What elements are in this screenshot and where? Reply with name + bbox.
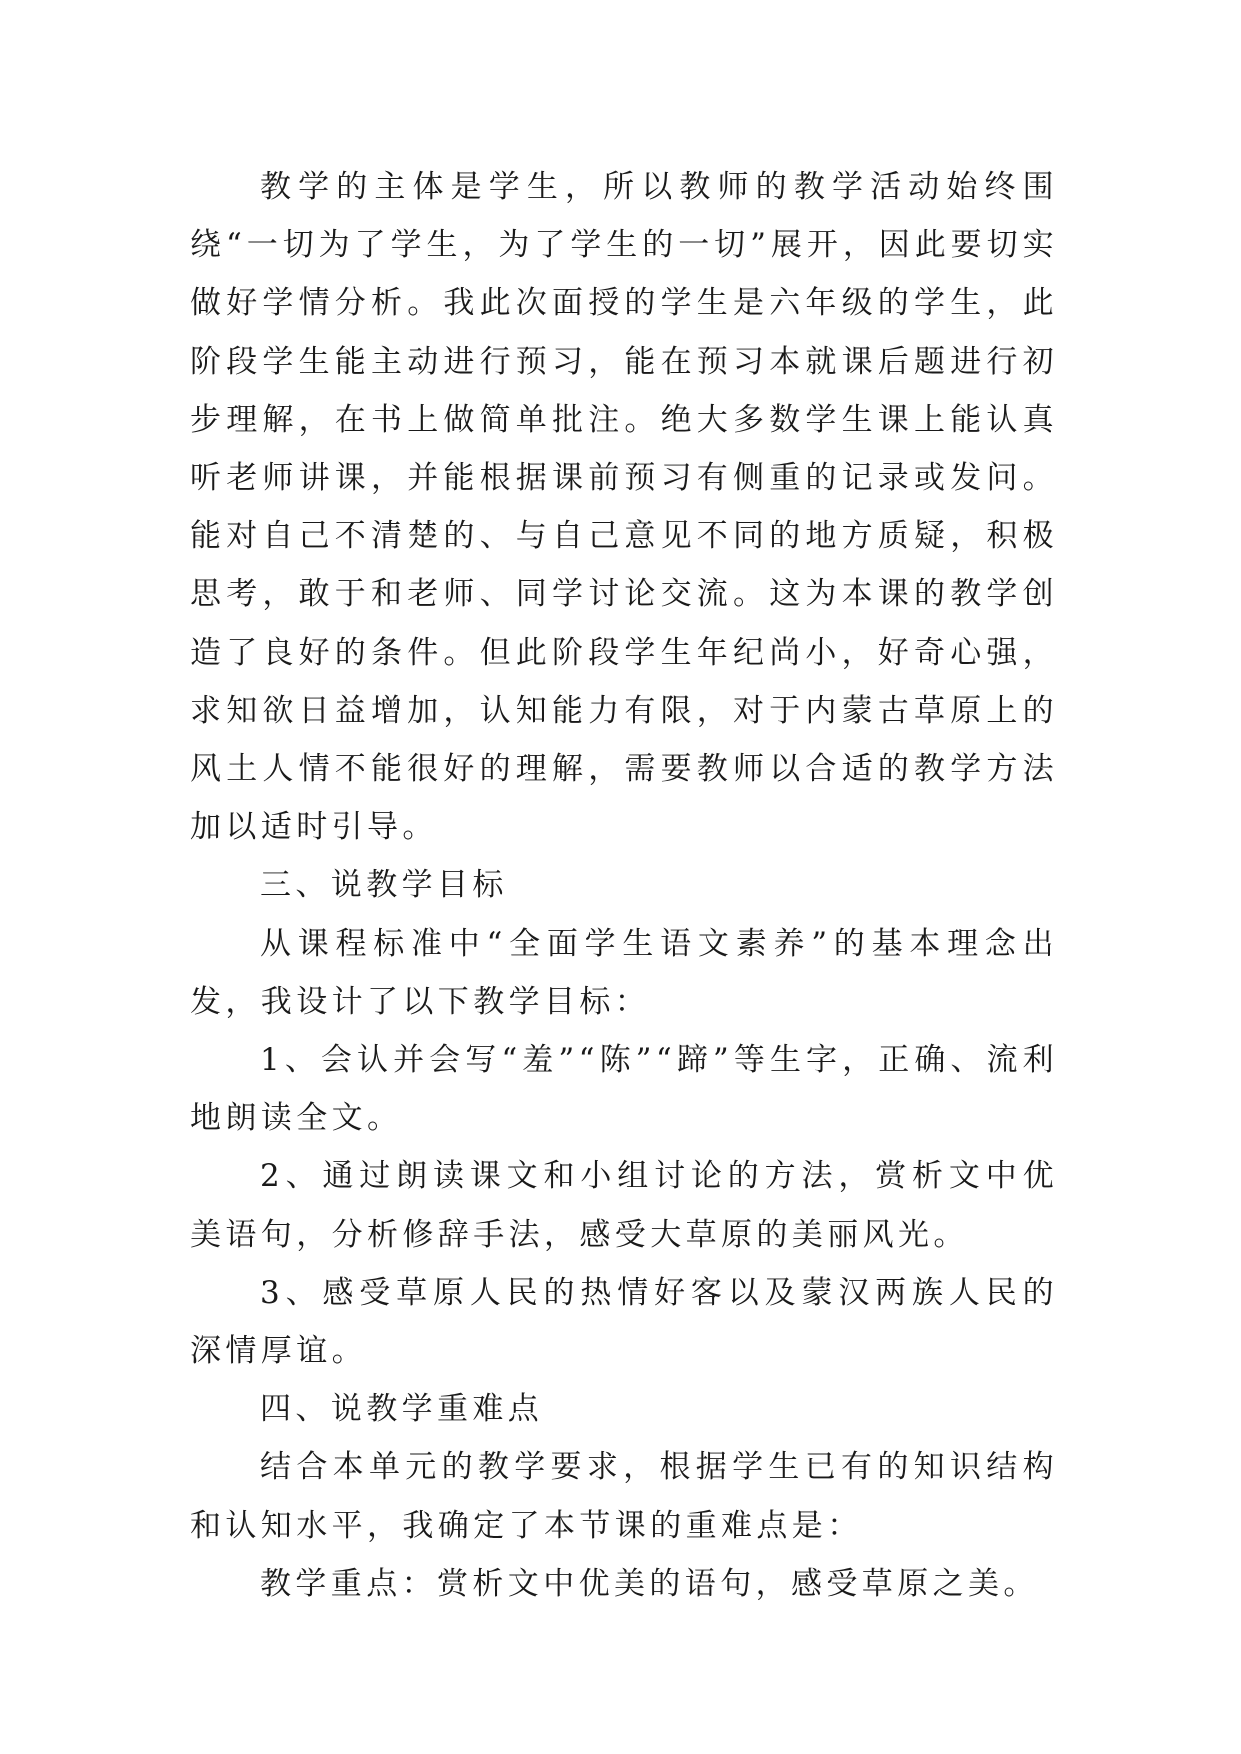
objective-item-2: 2、通过朗读课文和小组讨论的方法，赏析文中优美语句，分析修辞手法，感受大草原的美丽风光。: [190, 1158, 1058, 1253]
objective-item-1: 1、会认并会写“羞”“陈”“蹄”等生字，正确、流利地朗读全文。: [190, 1042, 1058, 1137]
paragraph-student-analysis: 教学的主体是学生，所以教师的教学活动始终围绕“一切为了学生，为了学生的一切”展开，因此要切实做好学情分析。我此次面授的学生是六年级的学生，此阶段学生能主动进行预习，能在预习本就课后题进行初步理解，在书上做简单批注。绝大多数学生课上能认真听老师讲课，并能根据课前预习有侧重的记录或发问。能对自己不清楚的、与自己意见不同的地方质疑，积极思考，敢于和老师、同学讨论交流。这为本课的教学创造了良好的条件。但此阶段学生年纪尚小，好奇心强，求知欲日益增加，认知能力有限，对于内蒙古草原上的风土人情不能很好的理解，需要教师以合适的教学方法加以适时引导。: [190, 169, 1058, 846]
heading-key-difficult-points: 四、说教学重难点: [260, 1391, 544, 1428]
paragraph-key-points-intro: 结合本单元的教学要求，根据学生已有的知识结构和认知水平，我确定了本节课的重难点是：: [190, 1449, 1058, 1544]
paragraph-objectives-intro: 从课程标准中“全面学生语文素养”的基本理念出发，我设计了以下教学目标：: [190, 925, 1058, 1020]
heading-teaching-objectives: 三、说教学目标: [260, 867, 508, 904]
document-body: [190, 158, 1058, 1613]
objective-item-3: 3、感受草原人民的热情好客以及蒙汉两族人民的深情厚谊。: [190, 1274, 1058, 1370]
paragraph-teaching-focus: 教学重点：赏析文中优美的语句，感受草原之美。: [260, 1565, 1039, 1602]
